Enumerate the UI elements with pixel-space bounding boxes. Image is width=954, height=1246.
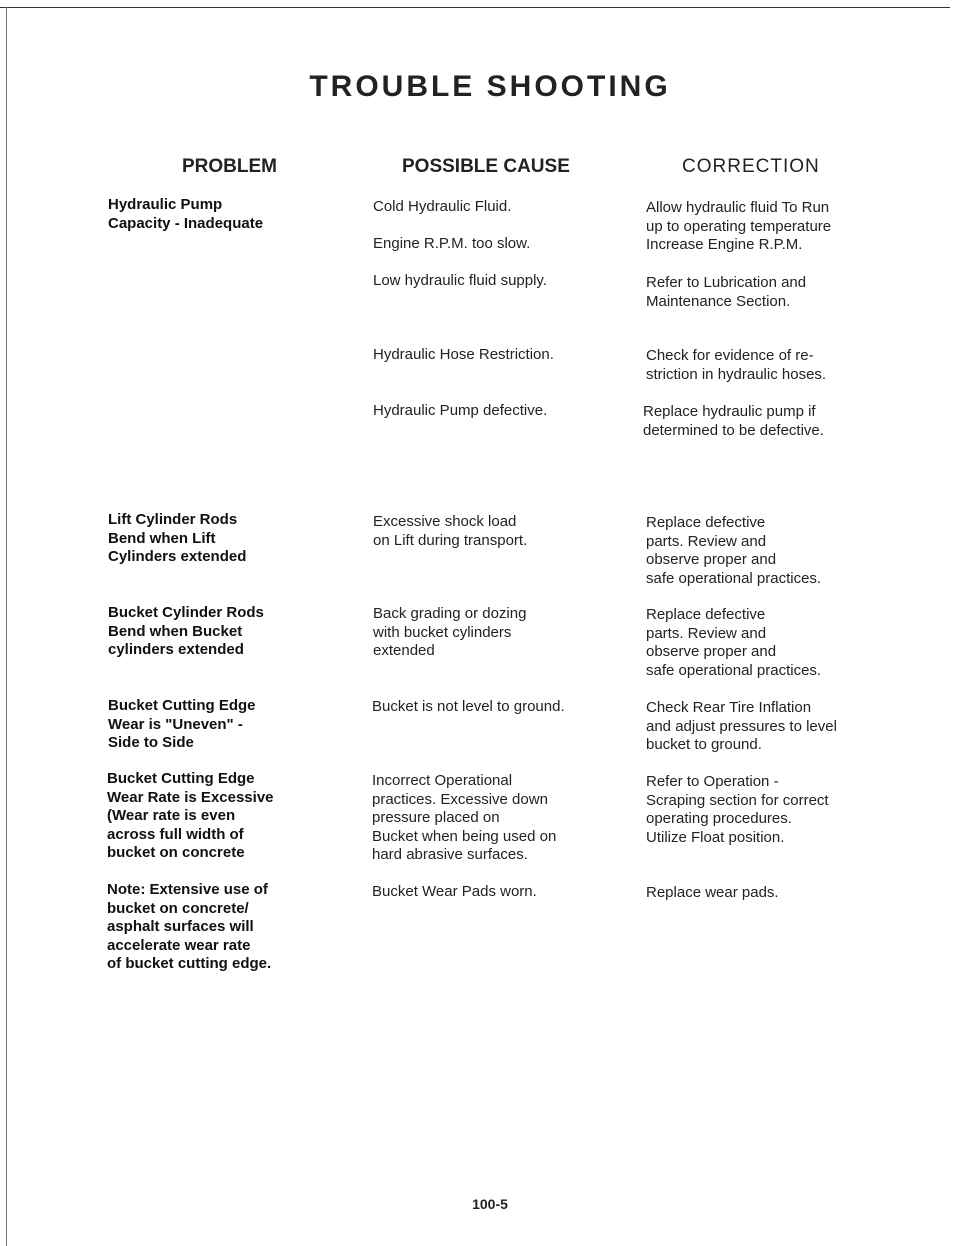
cause-low-fluid: Low hydraulic fluid supply. <box>373 272 547 289</box>
problem-lift-rods-bend: Lift Cylinder Rods Bend when Lift Cylinders extended <box>108 511 247 565</box>
cause-shock-load: Excessive shock load on Lift during transport. <box>373 513 528 549</box>
cause-engine-rpm: Engine R.P.M. too slow. <box>373 235 531 252</box>
correction-warm-fluid: Allow hydraulic fluid To Run up to operating temperature Increase Engine R.P.M. <box>646 199 832 253</box>
page-title: TROUBLE SHOOTING <box>309 70 671 103</box>
cause-back-grading: Back grading or dozing with bucket cylinders extended <box>373 605 527 659</box>
top-border-line <box>0 7 950 8</box>
correction-replace-wear-pads: Replace wear pads. <box>646 884 779 901</box>
cause-incorrect-practices: Incorrect Operational practices. Excessive down pressure placed on Bucket when being used on hard abrasive surfaces. <box>372 772 557 863</box>
header-problem: PROBLEM <box>182 156 277 177</box>
problem-note: Note: Extensive use of bucket on concrete/ asphalt surfaces will accelerate wear rate of bucket cutting edge. <box>107 881 272 972</box>
problem-edge-uneven: Bucket Cutting Edge Wear is "Uneven" - Side to Side <box>108 697 256 751</box>
correction-replace-parts-bucket: Replace defective parts. Review and observe proper and safe operational practices. <box>646 606 822 679</box>
cause-pump-defective: Hydraulic Pump defective. <box>373 402 548 419</box>
problem-pump-capacity: Hydraulic Pump Capacity - Inadequate <box>108 196 264 232</box>
problem-edge-excessive: Bucket Cutting Edge Wear Rate is Excessive (Wear rate is even across full width of bucket on concrete <box>107 770 274 861</box>
left-border-line <box>6 7 7 1246</box>
page-number: 100-5 <box>472 1196 508 1212</box>
correction-tire-inflation: Check Rear Tire Inflation and adjust pressures to level bucket to ground. <box>646 699 837 753</box>
problem-bucket-rods-bend: Bucket Cylinder Rods Bend when Bucket cylinders extended <box>108 604 264 658</box>
cause-bucket-not-level: Bucket is not level to ground. <box>372 698 565 715</box>
header-possible-cause: POSSIBLE CAUSE <box>402 156 570 177</box>
correction-check-hoses: Check for evidence of re- striction in hydraulic hoses. <box>646 347 827 383</box>
correction-lubrication: Refer to Lubrication and Maintenance Section. <box>646 274 807 310</box>
correction-operation-scraping: Refer to Operation - Scraping section for correct operating procedures. Utilize Float position. <box>646 773 829 846</box>
header-correction: CORRECTION <box>682 156 820 177</box>
cause-hose-restriction: Hydraulic Hose Restriction. <box>373 346 554 363</box>
correction-replace-pump: Replace hydraulic pump if determined to be defective. <box>643 403 824 439</box>
cause-cold-fluid: Cold Hydraulic Fluid. <box>373 198 512 215</box>
correction-replace-parts-lift: Replace defective parts. Review and observe proper and safe operational practices. <box>646 514 822 587</box>
cause-wear-pads: Bucket Wear Pads worn. <box>372 883 537 900</box>
